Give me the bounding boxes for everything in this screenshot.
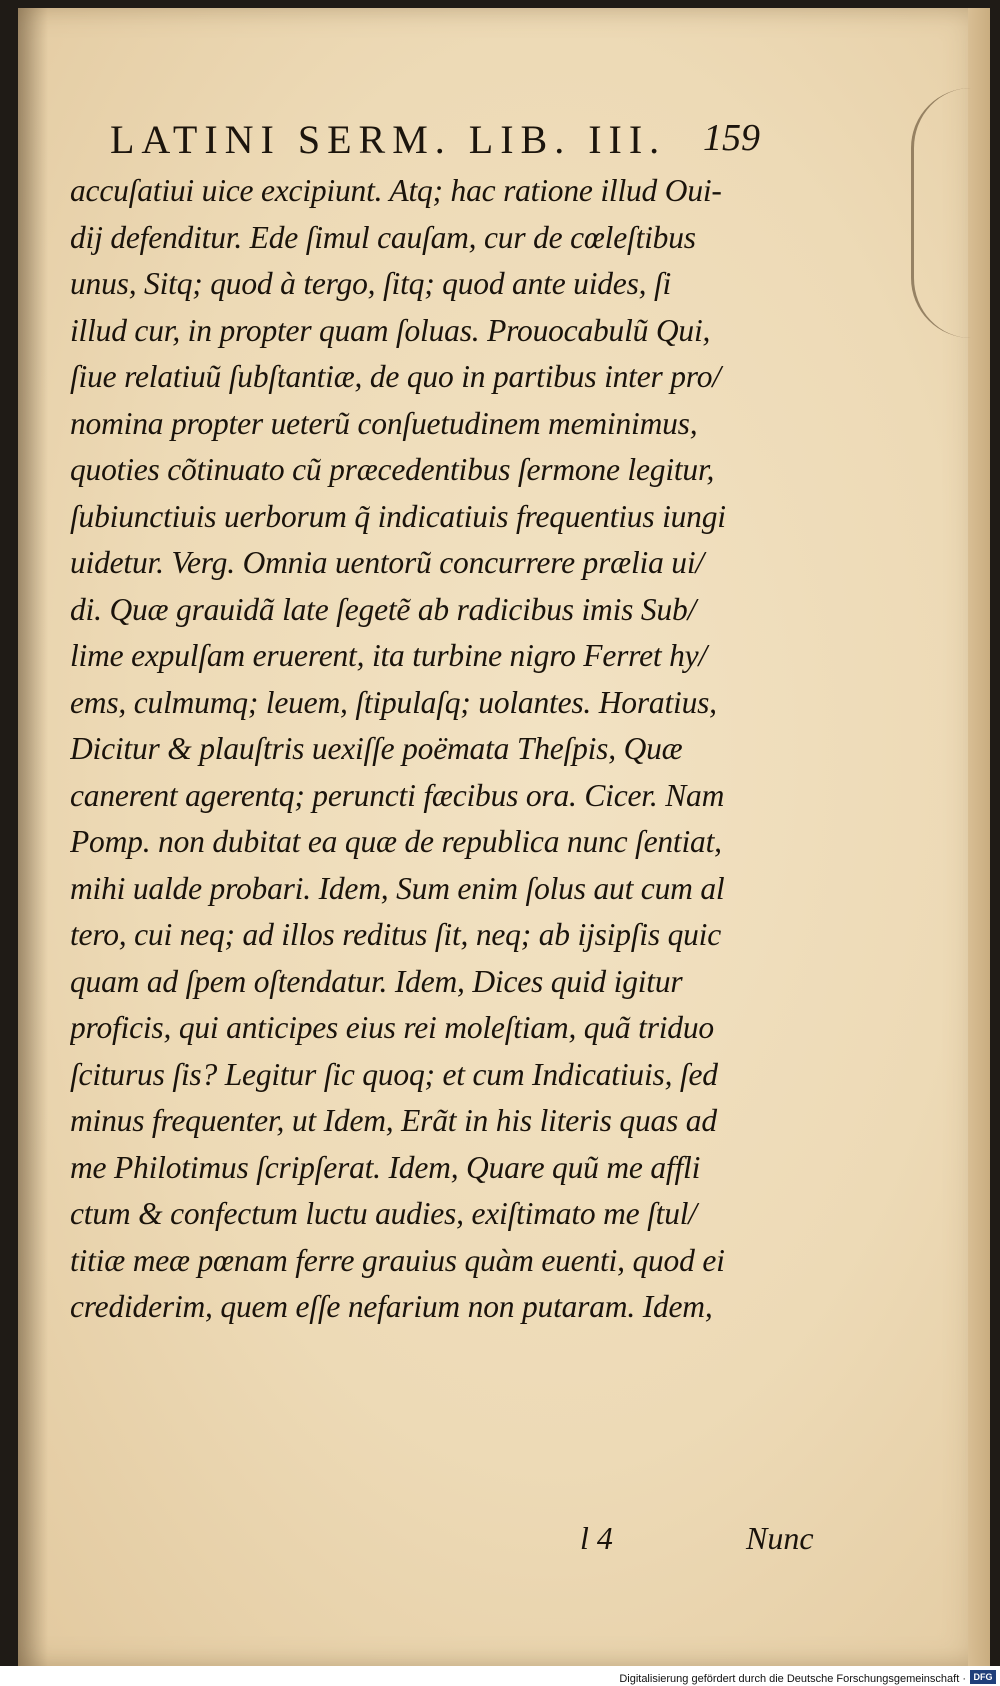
text-line: lime expulſam eruerent, ita turbine nigro Ferret hy/ [70,638,707,673]
text-line: quoties cõtinuato cũ præcedentibus ſermone legitur, [70,452,715,487]
text-line: uidetur. Verg. Omnia uentorũ concurrere prælia ui/ [70,545,704,580]
gutter-shadow [18,8,48,1666]
text-line: ſubiunctiuis uerborum q̃ indicatiuis frequentius iungi [70,498,726,534]
running-head: LATINI SERM. LIB. III. [110,117,667,162]
text-line: mihi ualde probari. Idem, Sum enim ſolus aut cum al [70,870,725,906]
page-header [110,116,760,166]
catchword: Nunc [746,1520,814,1556]
text-line: Dicitur & plauſtris uexiſſe poëmata Theſpis, Quæ [70,731,683,766]
text-line: me Philotimus ſcripſerat. Idem, Quare quũ me affli [70,1149,701,1185]
digitization-credit: Digitalisierung gefördert durch die Deutsche Forschungsgemeinschaft · [619,1673,966,1685]
text-line: crediderim, quem eſſe nefarium non putaram. Idem, [70,1289,713,1324]
text-line: Pomp. non dubitat ea quæ de republica nunc ſentiat, [70,824,722,859]
text-line: quam ad ſpem oſtendatur. Idem, Dices quid igitur [70,963,683,999]
text-line: nomina propter ueterũ conſuetudinem meminimus, [70,405,698,441]
text-line: ctum & confectum luctu audies, exiſtimato me ſtul/ [70,1196,697,1231]
text-line: di. Quæ grauidã late ſegetẽ ab radicibus imis Sub/ [70,591,697,627]
credit-bar [0,1666,1000,1686]
text-line: titiæ meæ pœnam ferre grauius quàm euenti, quod ei [70,1242,725,1278]
text-line: minus frequenter, ut Idem, Erãt in his literis quas ad [70,1103,717,1138]
book-page [18,8,990,1666]
signature-mark: l 4 [580,1520,613,1556]
text-line: ſciturus ſis? Legitur ſic quoq; et cum Indicatiuis, ſed [70,1056,718,1092]
body-text [70,168,814,1556]
text-line: tero, cui neq; ad illos reditus ſit, neq; ab ijsipſis quic [70,917,722,952]
page-curl-mark [911,88,984,338]
text-line: dij defenditur. Ede ſimul cauſam, cur de cœleſtibus [70,219,696,255]
text-line: illud cur, in propter quam ſoluas. Prouocabulũ Qui, [70,312,711,348]
page-foot [70,1520,830,1566]
text-line: accuſatiui uice excipiunt. Atq; hac ratione illud Oui- [70,173,722,208]
text-line: proficis, qui anticipes eius rei moleſtiam, quã triduo [70,1010,714,1045]
page-number: 159 [703,117,760,159]
text-line: canerent agerentq; peruncti fæcibus ora. Cicer. Nam [70,777,725,813]
text-line: ſiue relatiuũ ſubſtantiæ, de quo in partibus inter pro/ [70,359,721,394]
dfg-logo: DFG [970,1670,996,1684]
text-line: ems, culmumq; leuem, ſtipulaſq; uolantes. Horatius, [70,684,717,720]
text-line: unus, Sitq; quod à tergo, ſitq; quod ante uides, ſi [70,266,672,301]
